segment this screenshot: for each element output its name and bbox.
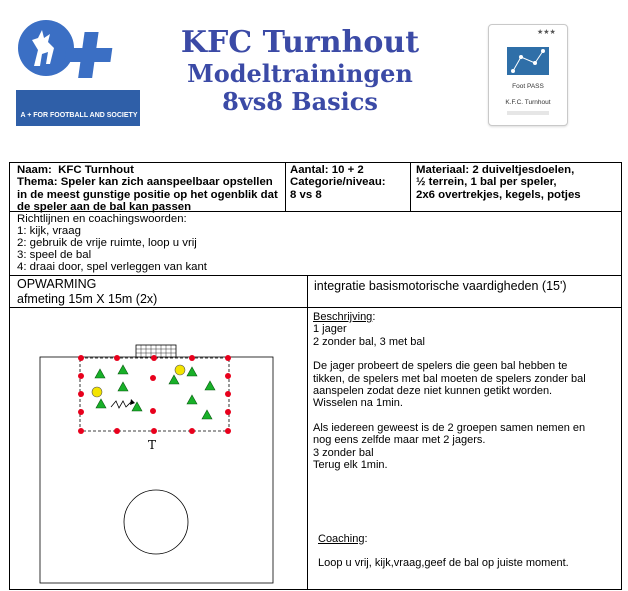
constellation-icon	[503, 37, 553, 81]
cone-icon	[225, 391, 231, 397]
player-icon	[187, 395, 197, 404]
beschrijving-colon: :	[372, 311, 376, 323]
cone-icon	[78, 355, 84, 361]
beschrijving	[313, 311, 618, 471]
title-format: 8vs8 Basics	[222, 87, 378, 116]
richtlijnen-heading: Richtlijnen en coachingswoorden:	[17, 213, 187, 225]
cone-icon	[78, 391, 84, 397]
info-categorie: Categorie/niveau:	[290, 176, 386, 188]
cone-icon	[78, 428, 84, 434]
title-program: Modeltrainingen	[187, 59, 413, 88]
player-icon	[187, 367, 197, 376]
warmup-size: afmeting 15m X 15m (2x)	[17, 292, 158, 306]
info-thema	[17, 176, 283, 214]
info-categorie-value: 8 vs 8	[290, 189, 322, 201]
beschrijving-line: 1 jager	[313, 323, 347, 336]
cone-icon	[114, 428, 120, 434]
beschrijving-line: Als iedereen geweest is de 2 groepen samen nemen en	[313, 421, 586, 434]
beschrijving-line: tikken, de spelers met bal moeten de spelers zonder bal	[313, 372, 586, 385]
coaching-text: Loop u vrij, kijk,vraag,geef de bal op juiste moment.	[318, 557, 569, 569]
info-materiaal-3: 2x6 overtrekjes, kegels, potjes	[416, 189, 581, 201]
beschrijving-line: aanspelen zodat deze niet kunnen getikt worden.	[313, 385, 553, 398]
footpass-badge	[488, 24, 568, 126]
thema-value: Speler kan zich aanspeelbaar opstellen in de meest gunstige positie op het ogenblik dat de speler aan de bal kan passen	[17, 176, 278, 213]
badge-brand: Foot PASS	[512, 83, 544, 90]
cone-icon	[114, 355, 120, 361]
cone-icon	[225, 355, 231, 361]
coaching-heading: Coaching	[318, 533, 365, 545]
dribble-arrow-icon	[111, 401, 131, 408]
info-naam	[17, 164, 283, 177]
cone-icon	[150, 375, 156, 381]
title-club: KFC Turnhout	[180, 25, 420, 60]
page-title	[150, 26, 450, 116]
player-icon	[96, 399, 106, 408]
richtlijn-4: 4: draai door, spel verleggen van kant	[17, 261, 207, 273]
ball-icon	[92, 387, 102, 397]
beschrijving-line: De jager probeert de spelers die geen bal hebben te	[313, 360, 568, 373]
badge-club: K.F.C. Turnhout	[505, 99, 551, 106]
info-aantal: Aantal: 10 + 2	[290, 164, 364, 176]
cone-icon	[78, 409, 84, 415]
player-icon	[118, 382, 128, 391]
cone-icon	[150, 408, 156, 414]
thema-label: Thema:	[17, 176, 58, 188]
cone-icon	[225, 409, 231, 415]
club-logo	[16, 18, 142, 128]
cone-icon	[189, 428, 195, 434]
player-icon	[118, 365, 128, 374]
player-icon	[202, 410, 212, 419]
warmup-title: OPWARMING	[17, 277, 97, 291]
cone-icon	[225, 428, 231, 434]
info-materiaal-1: Materiaal: 2 duiveltjesdoelen,	[416, 164, 575, 176]
coaching-heading-row	[318, 533, 368, 545]
player-icon	[95, 369, 105, 378]
ball-icon	[175, 365, 185, 375]
cone-icon	[151, 428, 157, 434]
richtlijn-3: 3: speel de bal	[17, 249, 92, 261]
beschrijving-line: Terug elk 1min.	[313, 459, 388, 472]
warmup-focus: integratie basismotorische vaardigheden (15')	[314, 279, 567, 293]
beschrijving-line: Wisselen na 1min.	[313, 397, 403, 410]
beschrijving-line: 3 zonder bal	[313, 446, 374, 459]
beschrijving-line: nog eens zelfde maar met 2 jagers.	[313, 434, 486, 447]
richtlijn-2: 2: gebruik de vrije ruimte, loop u vrij	[17, 237, 197, 249]
training-sheet	[9, 162, 622, 590]
beschrijving-line: 2 zonder bal, 3 met bal	[313, 335, 425, 348]
player-icon	[205, 381, 215, 390]
cone-icon	[225, 373, 231, 379]
beschrijving-heading: Beschrijving	[313, 311, 373, 323]
naam-label: Naam:	[17, 164, 52, 176]
exercise-diagram	[28, 339, 290, 589]
cone-icon	[78, 373, 84, 379]
player-icon	[169, 375, 179, 384]
logo-tagline: A + FOR FOOTBALL AND SOCIETY	[20, 112, 138, 119]
cone-icon	[151, 355, 157, 361]
cone-icon	[189, 355, 195, 361]
tagger-label: T	[147, 438, 157, 452]
centre-circle	[124, 490, 188, 554]
info-materiaal-2: ½ terrein, 1 bal per speler,	[416, 176, 557, 188]
pitch-outline	[40, 357, 273, 583]
exercise-area	[80, 358, 229, 431]
badge-stars: ★★★	[537, 29, 556, 36]
coaching-colon: :	[364, 533, 368, 545]
richtlijn-1: 1: kijk, vraag	[17, 225, 81, 237]
naam-value: KFC Turnhout	[58, 164, 134, 176]
